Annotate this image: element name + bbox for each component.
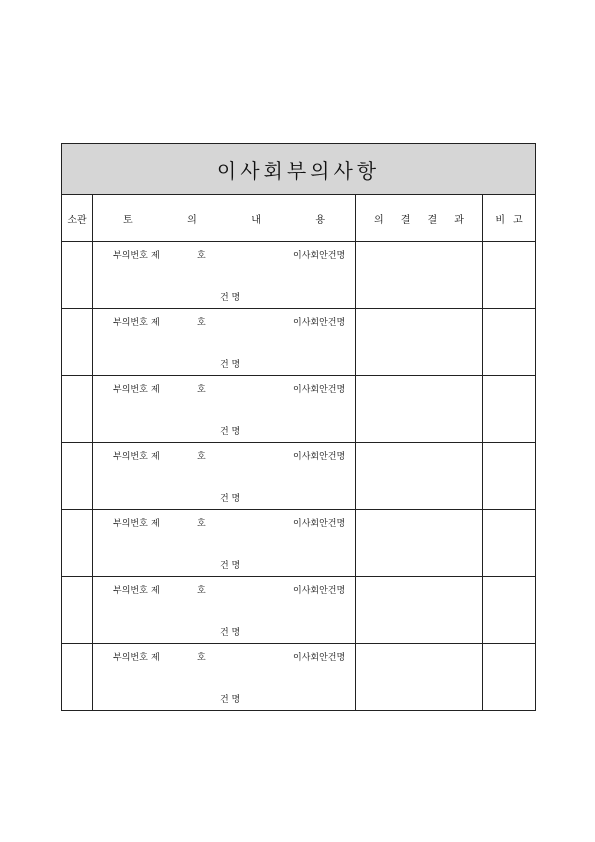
header-note-char: 비: [495, 214, 505, 226]
agenda-je-label: 제: [151, 586, 160, 596]
dept-cell[interactable]: [62, 376, 93, 443]
result-cell[interactable]: [356, 242, 483, 309]
result-cell[interactable]: [356, 644, 483, 711]
header-content-char: 용: [315, 214, 325, 226]
agenda-proposal-label: 이사회안건명: [293, 452, 346, 462]
table-row: [62, 242, 536, 309]
agenda-title-label: 건 명: [220, 628, 241, 638]
header-note-char: 고: [513, 214, 523, 226]
agenda-je-label: 제: [151, 318, 160, 328]
agenda-number-label: 부의번호: [113, 519, 148, 529]
title-row: [62, 144, 536, 195]
agenda-proposal-label: 이사회안건명: [293, 251, 346, 261]
agenda-number-label: 부의번호: [113, 586, 148, 596]
agenda-number-label: 부의번호: [113, 251, 148, 261]
item-rows: [62, 242, 536, 711]
agenda-title-label: 건 명: [220, 293, 241, 303]
dept-cell[interactable]: [62, 510, 93, 577]
header-result: [356, 195, 483, 242]
page-title: 이사회부의사항: [62, 144, 536, 195]
dept-cell[interactable]: [62, 443, 93, 510]
dept-cell[interactable]: [62, 242, 93, 309]
result-cell[interactable]: [356, 309, 483, 376]
agenda-ho-label: 호: [197, 318, 206, 328]
agenda-title-label: 건 명: [220, 427, 241, 437]
agenda-proposal-label: 이사회안건명: [293, 385, 346, 395]
content-cell[interactable]: [93, 443, 356, 510]
board-agenda-table: [61, 143, 536, 711]
note-cell[interactable]: [483, 577, 536, 644]
agenda-number-label: 부의번호: [113, 653, 148, 663]
agenda-je-label: 제: [151, 653, 160, 663]
content-cell[interactable]: [93, 309, 356, 376]
agenda-proposal-label: 이사회안건명: [293, 586, 346, 596]
table-row: [62, 376, 536, 443]
table-row: [62, 577, 536, 644]
header-content-char: 토: [123, 214, 133, 226]
note-cell[interactable]: [483, 644, 536, 711]
header-dept: 소관: [62, 195, 93, 242]
header-result-char: 의: [374, 214, 384, 226]
agenda-je-label: 제: [151, 452, 160, 462]
note-cell[interactable]: [483, 443, 536, 510]
agenda-proposal-label: 이사회안건명: [293, 519, 346, 529]
agenda-title-label: 건 명: [220, 695, 241, 705]
header-result-char: 과: [454, 214, 464, 226]
result-cell[interactable]: [356, 510, 483, 577]
agenda-proposal-label: 이사회안건명: [293, 653, 346, 663]
header-content-char: 내: [251, 214, 261, 226]
content-cell[interactable]: [93, 510, 356, 577]
agenda-je-label: 제: [151, 385, 160, 395]
agenda-je-label: 제: [151, 519, 160, 529]
header-result-char: 결: [427, 214, 438, 226]
header-content: [93, 195, 356, 242]
agenda-ho-label: 호: [197, 251, 206, 261]
content-cell[interactable]: [93, 242, 356, 309]
dept-cell[interactable]: [62, 577, 93, 644]
content-cell[interactable]: [93, 376, 356, 443]
result-cell[interactable]: [356, 376, 483, 443]
header-note: [483, 195, 536, 242]
agenda-ho-label: 호: [197, 452, 206, 462]
agenda-title-label: 건 명: [220, 561, 241, 571]
agenda-ho-label: 호: [197, 586, 206, 596]
agenda-ho-label: 호: [197, 385, 206, 395]
agenda-proposal-label: 이사회안건명: [293, 318, 346, 328]
agenda-ho-label: 호: [197, 519, 206, 529]
header-content-char: 의: [187, 214, 197, 226]
dept-cell[interactable]: [62, 644, 93, 711]
agenda-number-label: 부의번호: [113, 318, 148, 328]
content-cell[interactable]: [93, 644, 356, 711]
table-row: [62, 510, 536, 577]
content-cell[interactable]: [93, 577, 356, 644]
table-row: [62, 644, 536, 711]
result-cell[interactable]: [356, 577, 483, 644]
note-cell[interactable]: [483, 510, 536, 577]
header-result-char: 결: [400, 214, 411, 226]
agenda-number-label: 부의번호: [113, 385, 148, 395]
table-row: [62, 443, 536, 510]
note-cell[interactable]: [483, 376, 536, 443]
note-cell[interactable]: [483, 309, 536, 376]
dept-cell[interactable]: [62, 309, 93, 376]
result-cell[interactable]: [356, 443, 483, 510]
agenda-number-label: 부의번호: [113, 452, 148, 462]
agenda-title-label: 건 명: [220, 360, 241, 370]
table-row: [62, 309, 536, 376]
note-cell[interactable]: [483, 242, 536, 309]
agenda-ho-label: 호: [197, 653, 206, 663]
agenda-je-label: 제: [151, 251, 160, 261]
header-row: [62, 195, 536, 242]
agenda-title-label: 건 명: [220, 494, 241, 504]
